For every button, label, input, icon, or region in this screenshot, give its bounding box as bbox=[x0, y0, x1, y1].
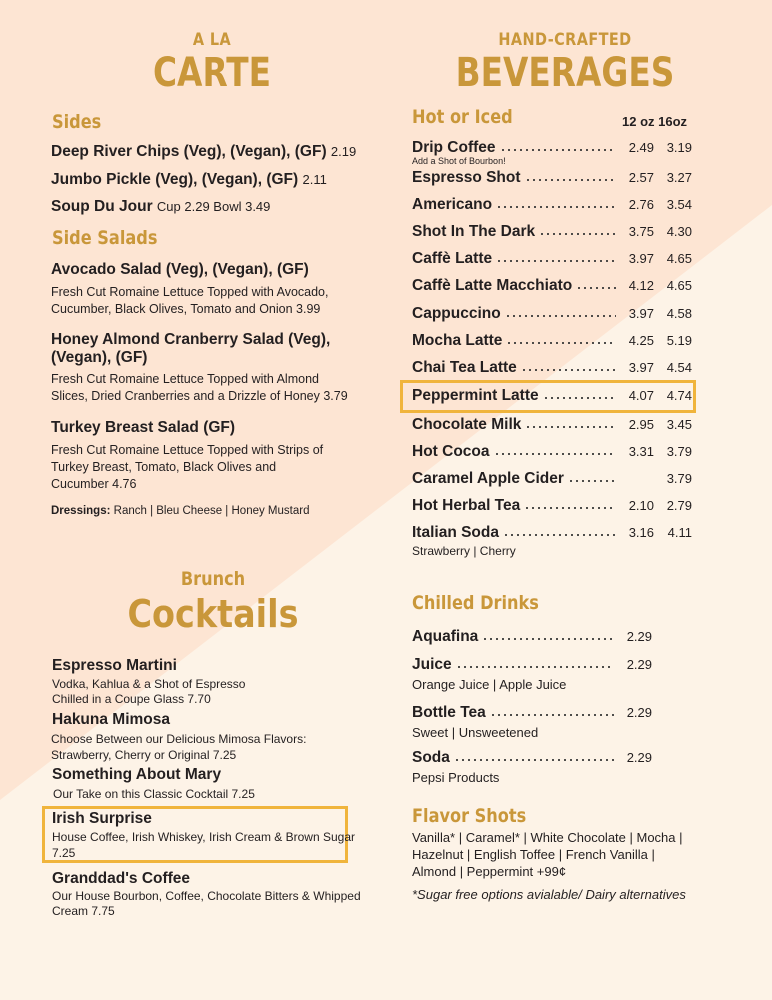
beverage-name: Espresso Shot bbox=[412, 169, 521, 186]
salad-desc: Fresh Cut Romaine Lettuce Topped with Strips of Turkey Breast, Tomato, Black Olives and Cucumber 4.76 bbox=[51, 443, 324, 491]
side-salads-heading: Side Salads bbox=[52, 227, 158, 249]
beverage-name: Hot Cocoa bbox=[412, 443, 490, 460]
hot-iced-heading: Hot or Iced bbox=[412, 106, 513, 128]
price-12oz: 3.97 bbox=[628, 360, 654, 375]
beverage-row bbox=[412, 277, 692, 295]
side-item: Soup Du Jour Cup 2.29 Bowl 3.49 bbox=[51, 198, 271, 215]
price-16oz: 4.65 bbox=[666, 278, 692, 293]
beverage-name: Americano bbox=[412, 196, 493, 213]
cocktail-name: Espresso Martini bbox=[52, 657, 177, 674]
price-12oz: 3.97 bbox=[628, 306, 654, 321]
dot-leader bbox=[503, 533, 616, 537]
chilled-heading: Chilled Drinks bbox=[412, 592, 539, 614]
price-16oz: 4.11 bbox=[667, 525, 692, 540]
price-16oz: 4.74 bbox=[666, 388, 692, 403]
beverage-name: Mocha Latte bbox=[412, 332, 503, 349]
beverage-row bbox=[412, 196, 692, 214]
dot-leader bbox=[454, 758, 614, 762]
price-16oz: 3.19 bbox=[666, 140, 692, 155]
cocktails-title-big: Cocktails bbox=[127, 592, 299, 636]
chilled-price: 2.29 bbox=[626, 705, 652, 720]
price-12oz: 4.12 bbox=[628, 278, 654, 293]
dot-leader bbox=[500, 148, 616, 152]
dot-leader bbox=[506, 341, 616, 345]
beverage-row bbox=[412, 250, 692, 268]
price-16oz: 2.79 bbox=[666, 498, 692, 513]
cocktail-name: Irish Surprise bbox=[52, 810, 152, 827]
beverage-name: Caffè Latte bbox=[412, 250, 493, 267]
beverage-name: Caramel Apple Cider bbox=[412, 470, 564, 487]
price-16oz: 4.30 bbox=[666, 224, 692, 239]
chilled-name: Aquafina bbox=[412, 628, 479, 645]
dot-leader bbox=[543, 396, 616, 400]
price-12oz: 2.95 bbox=[628, 417, 654, 432]
dressings: Dressings: Ranch | Bleu Cheese | Honey Mustard bbox=[51, 505, 310, 517]
beverage-note: Add a Shot of Bourbon! bbox=[412, 156, 506, 166]
beverage-row bbox=[412, 359, 692, 377]
chilled-price: 2.29 bbox=[626, 657, 652, 672]
cocktail-desc: Choose Between our Delicious Mimosa Flavors: Strawberry, Cherry or Original 7.25 bbox=[51, 732, 307, 762]
beverage-note: Strawberry | Cherry bbox=[412, 544, 516, 558]
price-12oz: 3.97 bbox=[628, 251, 654, 266]
cocktail-desc: Vodka, Kahlua & a Shot of Espresso Chilled in a Coupe Glass 7.70 bbox=[52, 677, 246, 706]
dot-leader bbox=[482, 637, 614, 641]
chilled-name: Bottle Tea bbox=[412, 704, 486, 721]
dot-leader bbox=[494, 452, 617, 456]
cocktail-name: Hakuna Mimosa bbox=[52, 711, 171, 728]
beverage-name: Italian Soda bbox=[412, 524, 499, 541]
beverage-row bbox=[412, 497, 692, 515]
flavor-shots-footnote: *Sugar free options avialable/ Dairy alternatives bbox=[412, 887, 686, 902]
dot-leader bbox=[576, 286, 616, 290]
price-12oz: 2.76 bbox=[628, 197, 654, 212]
price-16oz: 4.65 bbox=[666, 251, 692, 266]
beverage-row bbox=[412, 305, 692, 323]
chilled-note: Orange Juice | Apple Juice bbox=[412, 677, 567, 692]
price-16oz: 4.54 bbox=[666, 360, 692, 375]
beverage-name: Peppermint Latte bbox=[412, 387, 539, 404]
dot-leader bbox=[496, 259, 616, 263]
price-16oz: 3.54 bbox=[666, 197, 692, 212]
price-16oz: 4.58 bbox=[666, 306, 692, 321]
beverage-name: Drip Coffee bbox=[412, 139, 496, 156]
dot-leader bbox=[521, 368, 616, 372]
beverage-row bbox=[412, 139, 692, 157]
beverage-row bbox=[412, 387, 692, 405]
chilled-row bbox=[412, 704, 652, 722]
price-12oz: 4.25 bbox=[628, 333, 654, 348]
salad-name: Avocado Salad (Veg), (Vegan), (GF) bbox=[51, 261, 309, 278]
dot-leader bbox=[456, 665, 614, 669]
cocktail-name: Granddad's Coffee bbox=[52, 870, 191, 887]
alacarte-title-big: CARTE bbox=[152, 50, 272, 96]
dot-leader bbox=[505, 314, 616, 318]
salad-name: Honey Almond Cranberry Salad (Veg), (Vegan), (GF) bbox=[51, 331, 331, 366]
dot-leader bbox=[539, 232, 616, 236]
beverage-name: Cappuccino bbox=[412, 305, 501, 322]
beverage-row bbox=[412, 470, 692, 488]
beverage-name: Shot In The Dark bbox=[412, 223, 536, 240]
flavor-shots-heading: Flavor Shots bbox=[412, 805, 527, 827]
price-16oz: 3.79 bbox=[666, 444, 692, 459]
beverage-name: Chocolate Milk bbox=[412, 416, 522, 433]
dot-leader bbox=[496, 205, 616, 209]
size-header: 12 oz 16oz bbox=[622, 114, 688, 129]
beverage-name: Hot Herbal Tea bbox=[412, 497, 521, 514]
beverage-name: Caffè Latte Macchiato bbox=[412, 277, 573, 294]
price-16oz: 3.45 bbox=[666, 417, 692, 432]
price-12oz: 3.75 bbox=[628, 224, 654, 239]
beverage-row bbox=[412, 416, 692, 434]
alacarte-title-small: A LA bbox=[192, 30, 232, 50]
chilled-price: 2.29 bbox=[626, 750, 652, 765]
price-12oz: 2.49 bbox=[628, 140, 654, 155]
chilled-row bbox=[412, 628, 652, 646]
price-12oz: 4.07 bbox=[628, 388, 654, 403]
dot-leader bbox=[568, 479, 616, 483]
salad-desc: Fresh Cut Romaine Lettuce Topped with Almond Slices, Dried Cranberries and a Drizzle of Honey 3.79 bbox=[51, 372, 348, 403]
side-item: Jumbo Pickle (Veg), (Vegan), (GF) 2.11 bbox=[51, 171, 327, 188]
chilled-row bbox=[412, 749, 652, 767]
cocktails-title-small: Brunch bbox=[180, 568, 246, 590]
dot-leader bbox=[525, 178, 616, 182]
chilled-note: Sweet | Unsweetened bbox=[412, 725, 539, 740]
chilled-name: Soda bbox=[412, 749, 450, 766]
sides-heading: Sides bbox=[52, 111, 102, 133]
beverages-title-small: HAND-CRAFTED bbox=[498, 30, 632, 50]
salad-desc: Fresh Cut Romaine Lettuce Topped with Avocado, Cucumber, Black Olives, Tomato and Onion 3.99 bbox=[51, 285, 329, 316]
price-12oz: 3.16 bbox=[628, 525, 654, 540]
chilled-note: Pepsi Products bbox=[412, 770, 500, 785]
price-16oz: 5.19 bbox=[666, 333, 692, 348]
dot-leader bbox=[525, 425, 616, 429]
dot-leader bbox=[490, 713, 614, 717]
price-16oz: 3.79 bbox=[666, 471, 692, 486]
cocktail-desc: House Coffee, Irish Whiskey, Irish Cream & Brown Sugar 7.25 bbox=[52, 830, 355, 860]
chilled-price: 2.29 bbox=[626, 629, 652, 644]
chilled-name: Juice bbox=[412, 656, 452, 673]
beverages-title-big: BEVERAGES bbox=[455, 50, 675, 96]
beverage-row bbox=[412, 524, 692, 542]
price-12oz: 3.31 bbox=[628, 444, 654, 459]
cocktail-name: Something About Mary bbox=[52, 766, 222, 783]
dot-leader bbox=[524, 506, 616, 510]
beverage-row bbox=[412, 169, 692, 187]
price-12oz: 2.57 bbox=[628, 170, 654, 185]
beverage-row bbox=[412, 332, 692, 350]
cocktail-desc: Our Take on this Classic Cocktail 7.25 bbox=[53, 787, 255, 801]
price-12oz: 2.10 bbox=[628, 498, 654, 513]
beverage-row bbox=[412, 443, 692, 461]
salad-name: Turkey Breast Salad (GF) bbox=[51, 419, 236, 436]
chilled-row bbox=[412, 656, 652, 674]
beverage-name: Chai Tea Latte bbox=[412, 359, 517, 376]
beverage-row bbox=[412, 223, 692, 241]
price-16oz: 3.27 bbox=[666, 170, 692, 185]
cocktail-desc: Our House Bourbon, Coffee, Chocolate Bitters & Whipped Cream 7.75 bbox=[52, 889, 361, 918]
flavor-shots-list: Vanilla* | Caramel* | White Chocolate | Mocha | Hazelnut | English Toffee | French Vanilla | Almond | Peppermint +99¢ bbox=[412, 830, 683, 879]
side-item: Deep River Chips (Veg), (Vegan), (GF) 2.19 bbox=[51, 143, 357, 160]
